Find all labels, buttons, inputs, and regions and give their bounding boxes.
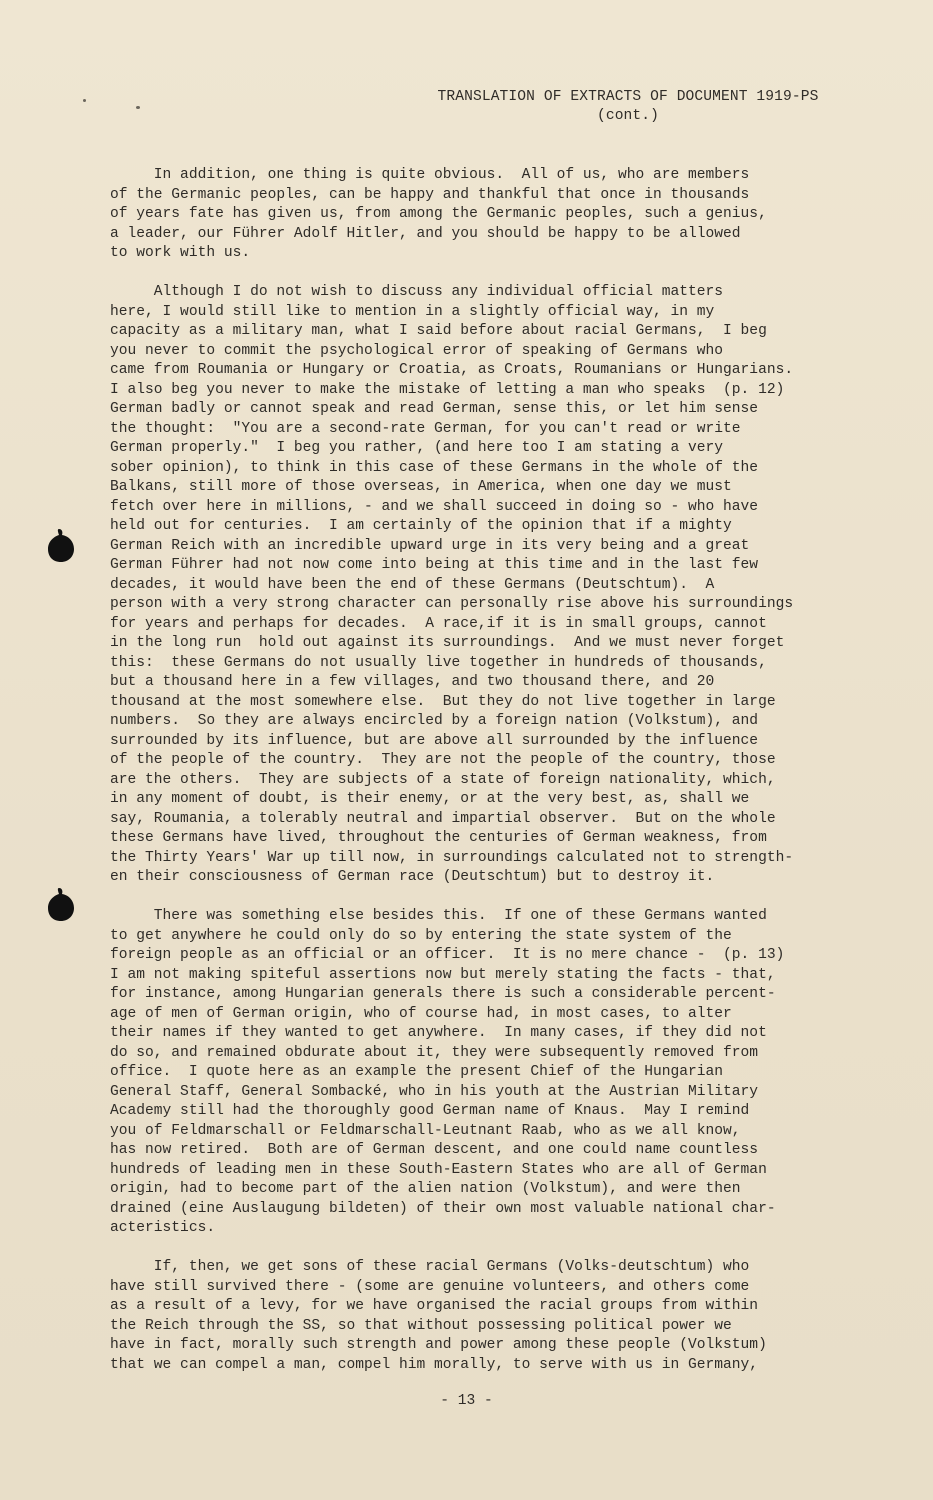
text-line: to get anywhere he could only do so by entering the state system of the [110, 927, 732, 944]
page-number: - 13 - [440, 1393, 493, 1409]
text-line: origin, had to become part of the alien nation (Volkstum), and were then [110, 1181, 741, 1197]
text-line: you never to commit the psychological error of speaking of Germans who [110, 342, 724, 359]
text-line: of years fate has given us, from among the Germanic peoples, such a genius, [110, 206, 767, 222]
text-line: office. I quote here as an example the present Chief of the Hungarian [110, 1064, 724, 1080]
text-line: are the others. They are subjects of a state of foreign nationality, which, [110, 771, 776, 788]
text-line: that we can compel a man, compel him morally, to serve with us in Germany, [110, 1356, 759, 1373]
text-line: in the long run hold out against its surroundings. And we must never forget [110, 635, 785, 651]
punch-hole-icon [46, 886, 76, 922]
text-line: of the people of the country. They are not the people of the country, those [110, 752, 776, 768]
paragraph-3 [110, 907, 870, 1239]
text-line: held out for centuries. I am certainly of the opinion that if a mighty [110, 518, 732, 534]
text-line: have in fact, morally such strength and power among these people (Volkstum) [110, 1337, 767, 1353]
text-line: German properly." I beg you rather, (and here too I am stating a very [110, 440, 724, 456]
text-line: fetch over here in millions, - and we shall succeed in doing so - who have [110, 498, 759, 515]
text-line: foreign people as an official or an officer. It is no mere chance - (p. 13) [110, 947, 785, 963]
text-line: the Thirty Years' War up till now, in surroundings calculated not to strength- [110, 849, 794, 866]
paper-speck [83, 99, 86, 102]
text-line: I am not making spiteful assertions now but merely stating the facts - that, [110, 966, 776, 983]
document-header [408, 88, 848, 126]
text-line: the Reich through the SS, so that without possessing political power we [110, 1317, 732, 1334]
text-line: for years and perhaps for decades. A race,if it is in small groups, cannot [110, 615, 767, 632]
text-line: German Reich with an incredible upward urge in its very being and a great [110, 537, 750, 554]
text-line: thousand at the most somewhere else. But they do not live together in large [110, 693, 776, 710]
text-line: for instance, among Hungarian generals there is such a considerable percent- [110, 986, 776, 1002]
punch-hole-icon [46, 527, 76, 563]
text-line: numbers. So they are always encircled by a foreign nation (Volkstum), and [110, 713, 759, 729]
text-line: in any moment of doubt, is their enemy, or at the very best, as, shall we [110, 791, 750, 807]
text-line: sober opinion), to think in this case of these Germans in the whole of the [110, 459, 759, 476]
text-line: of the Germanic peoples, can be happy and thankful that once in thousands [110, 186, 750, 203]
text-line: say, Roumania, a tolerably neutral and impartial observer. But on the whole [110, 810, 776, 827]
text-line: surrounded by its influence, but are above all surrounded by the influence [110, 732, 759, 749]
text-line: a leader, our Führer Adolf Hitler, and you should be happy to be allowed [110, 225, 741, 242]
paragraph-1 [110, 166, 870, 264]
text-line: capacity as a military man, what I said before about racial Germans, I beg [110, 323, 767, 339]
text-line: hundreds of leading men in these South-Eastern States who are all of German [110, 1161, 767, 1178]
text-line: Balkans, still more of those overseas, in America, when one day we must [110, 479, 732, 495]
text-line: German badly or cannot speak and read German, sense this, or let him sense [110, 401, 759, 417]
text-line: you of Feldmarschall or Feldmarschall-Leutnant Raab, who as we all know, [110, 1122, 741, 1139]
text-line: the thought: "You are a second-rate German, for you can't read or write [110, 420, 741, 437]
text-line: There was something else besides this. If one of these Germans wanted [110, 908, 767, 924]
text-line: German Führer had not now come into being at this time and in the last few [110, 557, 759, 573]
text-line: this: these Germans do not usually live together in hundreds of thousands, [110, 654, 767, 671]
text-line: to work with us. [110, 245, 251, 261]
text-line: acteristics. [110, 1220, 216, 1236]
text-line: person with a very strong character can personally rise above his surroundings [110, 596, 794, 612]
text-line: here, I would still like to mention in a slightly official way, in my [110, 303, 715, 320]
text-line: If, then, we get sons of these racial Germans (Volks-deutschtum) who [110, 1259, 750, 1275]
text-line: have still survived there - (some are genuine volunteers, and others come [110, 1278, 750, 1295]
text-line: drained (eine Auslaugung bildeten) of their own most valuable national char- [110, 1200, 776, 1217]
text-line: do so, and remained obdurate about it, they were subsequently removed from [110, 1044, 759, 1061]
text-line: I also beg you never to make the mistake of letting a man who speaks (p. 12) [110, 381, 785, 398]
text-line: General Staff, General Sombacké, who in his youth at the Austrian Military [110, 1083, 759, 1100]
text-line: as a result of a levy, for we have organised the racial groups from within [110, 1298, 759, 1314]
paper-speck [136, 106, 140, 109]
continued-label: (cont.) [596, 108, 659, 124]
text-line: has now retired. Both are of German descent, and one could name countless [110, 1142, 759, 1158]
paragraph-4 [110, 1258, 870, 1375]
text-line: In addition, one thing is quite obvious. All of us, who are members [110, 167, 750, 183]
text-line: came from Roumania or Hungary or Croatia, as Croats, Roumanians or Hungarians. [110, 362, 794, 378]
text-line: but a thousand here in a few villages, and two thousand there, and 20 [110, 674, 715, 690]
text-line: Academy still had the thoroughly good German name of Knaus. May I remind [110, 1103, 750, 1119]
text-line: en their consciousness of German race (Deutschtum) but to destroy it. [110, 869, 715, 885]
text-line: these Germans have lived, throughout the centuries of German weakness, from [110, 830, 767, 846]
text-line: Although I do not wish to discuss any individual official matters [110, 284, 724, 300]
text-line: their names if they wanted to get anywhere. In many cases, if they did not [110, 1025, 767, 1041]
paragraph-2 [110, 283, 870, 888]
text-line: decades, it would have been the end of these Germans (Deutschtum). A [110, 576, 715, 593]
text-line: age of men of German origin, who of course had, in most cases, to alter [110, 1005, 732, 1022]
document-title: TRANSLATION OF EXTRACTS OF DOCUMENT 1919-PS [437, 89, 819, 105]
